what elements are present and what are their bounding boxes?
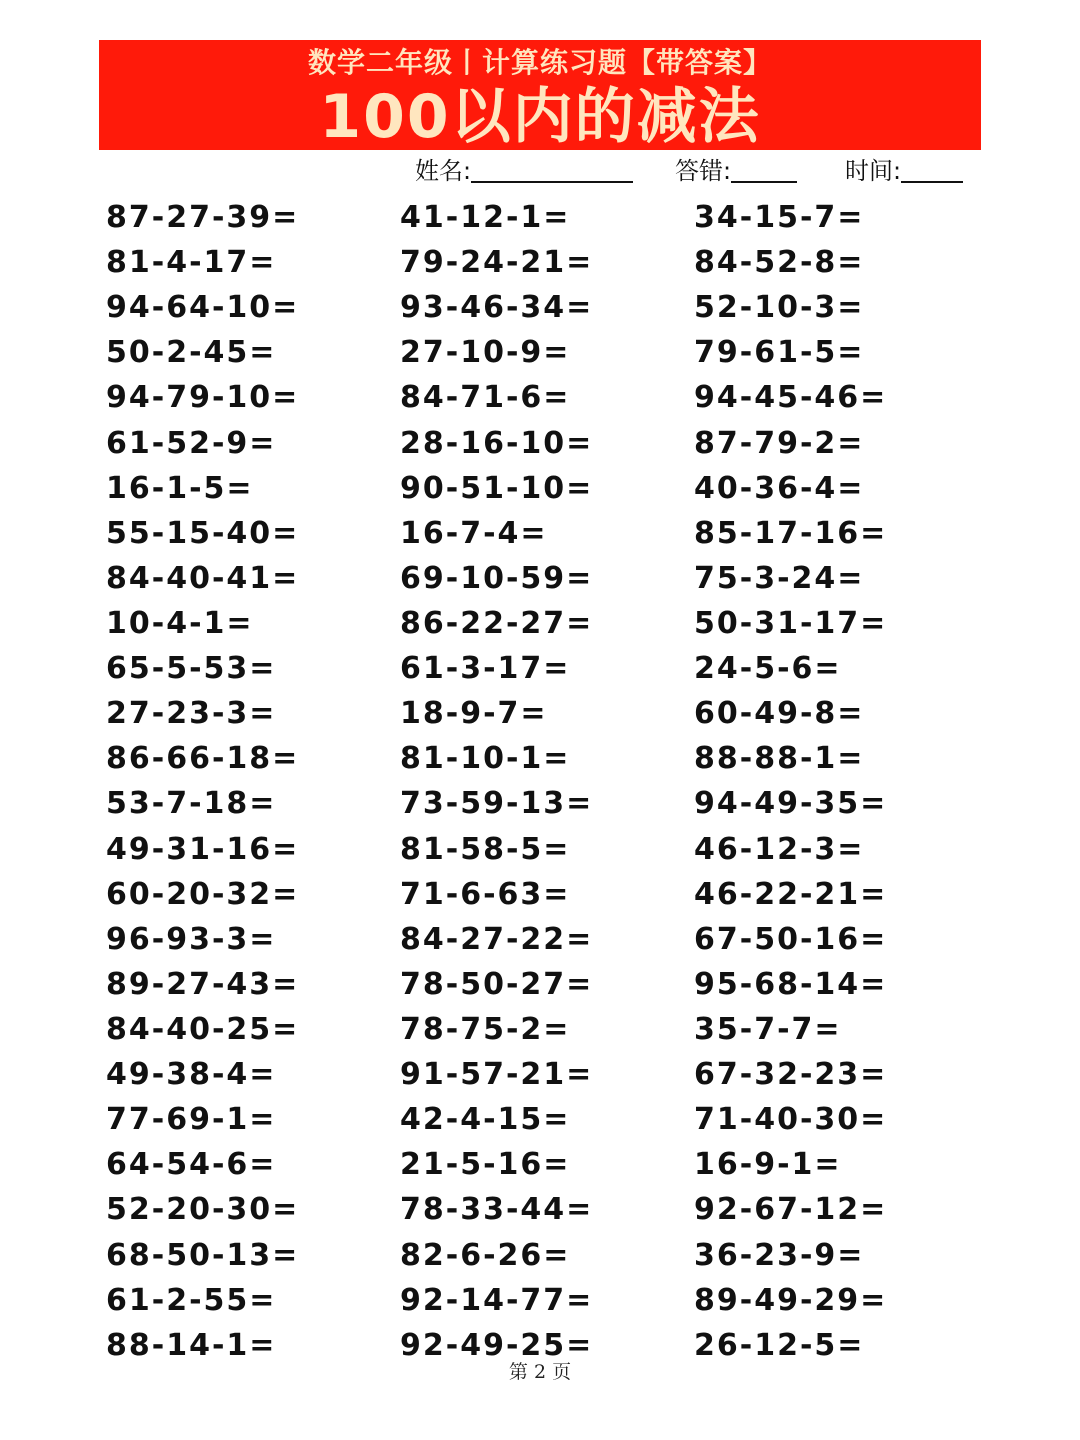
problem-item: 78-33-44= <box>400 1192 594 1228</box>
problem-item: 79-24-21= <box>400 245 594 281</box>
problem-item: 61-52-9= <box>106 425 277 461</box>
time-label: 时间: <box>845 157 902 185</box>
problem-item: 67-50-16= <box>694 921 888 957</box>
problem-item: 79-61-5= <box>694 335 865 371</box>
problem-item: 26-12-5= <box>694 1327 865 1363</box>
problem-item: 24-5-6= <box>694 651 842 687</box>
problem-item: 87-79-2= <box>694 425 865 461</box>
problem-item: 10-4-1= <box>106 605 254 641</box>
problem-item: 75-3-24= <box>694 560 865 596</box>
problem-item: 67-32-23= <box>694 1057 888 1093</box>
problem-item: 81-58-5= <box>400 831 571 867</box>
errors-blank[interactable] <box>731 157 797 183</box>
problem-item: 69-10-59= <box>400 560 594 596</box>
problem-item: 60-49-8= <box>694 696 865 732</box>
problem-item: 41-12-1= <box>400 200 571 235</box>
errors-field[interactable] <box>675 155 797 187</box>
problem-item: 73-59-13= <box>400 786 594 822</box>
problem-column-2 <box>400 195 690 1368</box>
problem-item: 18-9-7= <box>400 696 548 732</box>
problem-item: 78-50-27= <box>400 966 594 1002</box>
problem-item: 71-6-63= <box>400 876 571 912</box>
worksheet-title: 100以内的减法 <box>319 82 761 152</box>
problem-item: 40-36-4= <box>694 470 865 506</box>
problem-item: 27-10-9= <box>400 335 571 371</box>
errors-label: 答错: <box>675 157 732 185</box>
problem-item: 28-16-10= <box>400 425 594 461</box>
problem-item: 35-7-7= <box>694 1011 842 1047</box>
problem-item: 88-88-1= <box>694 741 865 777</box>
problem-item: 49-31-16= <box>106 831 300 867</box>
problem-item: 87-27-39= <box>106 200 300 235</box>
problem-item: 16-9-1= <box>694 1147 842 1183</box>
problem-item: 82-6-26= <box>400 1237 571 1273</box>
problem-item: 94-64-10= <box>106 290 300 326</box>
problem-item: 88-14-1= <box>106 1327 277 1363</box>
problem-item: 16-1-5= <box>106 470 254 506</box>
problem-item: 96-93-3= <box>106 921 277 957</box>
problem-column-3 <box>694 195 984 1368</box>
problem-item: 84-27-22= <box>400 921 594 957</box>
problem-item: 16-7-4= <box>400 515 548 551</box>
problem-item: 27-23-3= <box>106 696 277 732</box>
page-number: 第 2 页 <box>508 1361 572 1383</box>
problem-item: 77-69-1= <box>106 1102 277 1138</box>
problem-column-1 <box>106 195 396 1368</box>
problem-item: 89-27-43= <box>106 966 300 1002</box>
problem-item: 34-15-7= <box>694 200 865 235</box>
problem-item: 94-79-10= <box>106 380 300 416</box>
time-blank[interactable] <box>901 157 963 183</box>
time-field[interactable] <box>845 155 963 187</box>
problem-item: 85-17-16= <box>694 515 888 551</box>
problem-item: 60-20-32= <box>106 876 300 912</box>
name-blank[interactable] <box>471 157 633 183</box>
problem-item: 84-52-8= <box>694 245 865 281</box>
problem-item: 84-40-25= <box>106 1011 300 1047</box>
problem-item: 42-4-15= <box>400 1102 571 1138</box>
problem-item: 65-5-53= <box>106 651 277 687</box>
problem-item: 52-20-30= <box>106 1192 300 1228</box>
problem-item: 92-49-25= <box>400 1327 594 1363</box>
problem-item: 71-40-30= <box>694 1102 888 1138</box>
problem-item: 90-51-10= <box>400 470 594 506</box>
problem-item: 94-49-35= <box>694 786 888 822</box>
problem-item: 53-7-18= <box>106 786 277 822</box>
problem-item: 86-66-18= <box>106 741 300 777</box>
problem-item: 89-49-29= <box>694 1282 888 1318</box>
student-info-row <box>0 155 1080 187</box>
problem-item: 52-10-3= <box>694 290 865 326</box>
problem-item: 55-15-40= <box>106 515 300 551</box>
problem-item: 94-45-46= <box>694 380 888 416</box>
problem-item: 91-57-21= <box>400 1057 594 1093</box>
problem-item: 68-50-13= <box>106 1237 300 1273</box>
name-label: 姓名: <box>415 157 472 185</box>
problem-item: 95-68-14= <box>694 966 888 1002</box>
problem-item: 64-54-6= <box>106 1147 277 1183</box>
problem-item: 92-14-77= <box>400 1282 594 1318</box>
title-banner <box>99 40 981 150</box>
problem-item: 84-40-41= <box>106 560 300 596</box>
problem-item: 84-71-6= <box>400 380 571 416</box>
problem-item: 93-46-34= <box>400 290 594 326</box>
worksheet-subtitle: 数学二年级丨计算练习题【带答案】 <box>307 46 772 79</box>
name-field[interactable] <box>415 155 633 187</box>
problem-item: 81-4-17= <box>106 245 277 281</box>
problem-item: 86-22-27= <box>400 605 594 641</box>
problem-item: 50-2-45= <box>106 335 277 371</box>
problem-item: 50-31-17= <box>694 605 888 641</box>
problem-item: 78-75-2= <box>400 1011 571 1047</box>
problem-item: 81-10-1= <box>400 741 571 777</box>
problem-item: 61-3-17= <box>400 651 571 687</box>
problem-item: 46-12-3= <box>694 831 865 867</box>
problem-item: 92-67-12= <box>694 1192 888 1228</box>
problem-item: 36-23-9= <box>694 1237 865 1273</box>
problem-item: 49-38-4= <box>106 1057 277 1093</box>
problem-item: 46-22-21= <box>694 876 888 912</box>
problem-item: 21-5-16= <box>400 1147 571 1183</box>
problem-item: 61-2-55= <box>106 1282 277 1318</box>
